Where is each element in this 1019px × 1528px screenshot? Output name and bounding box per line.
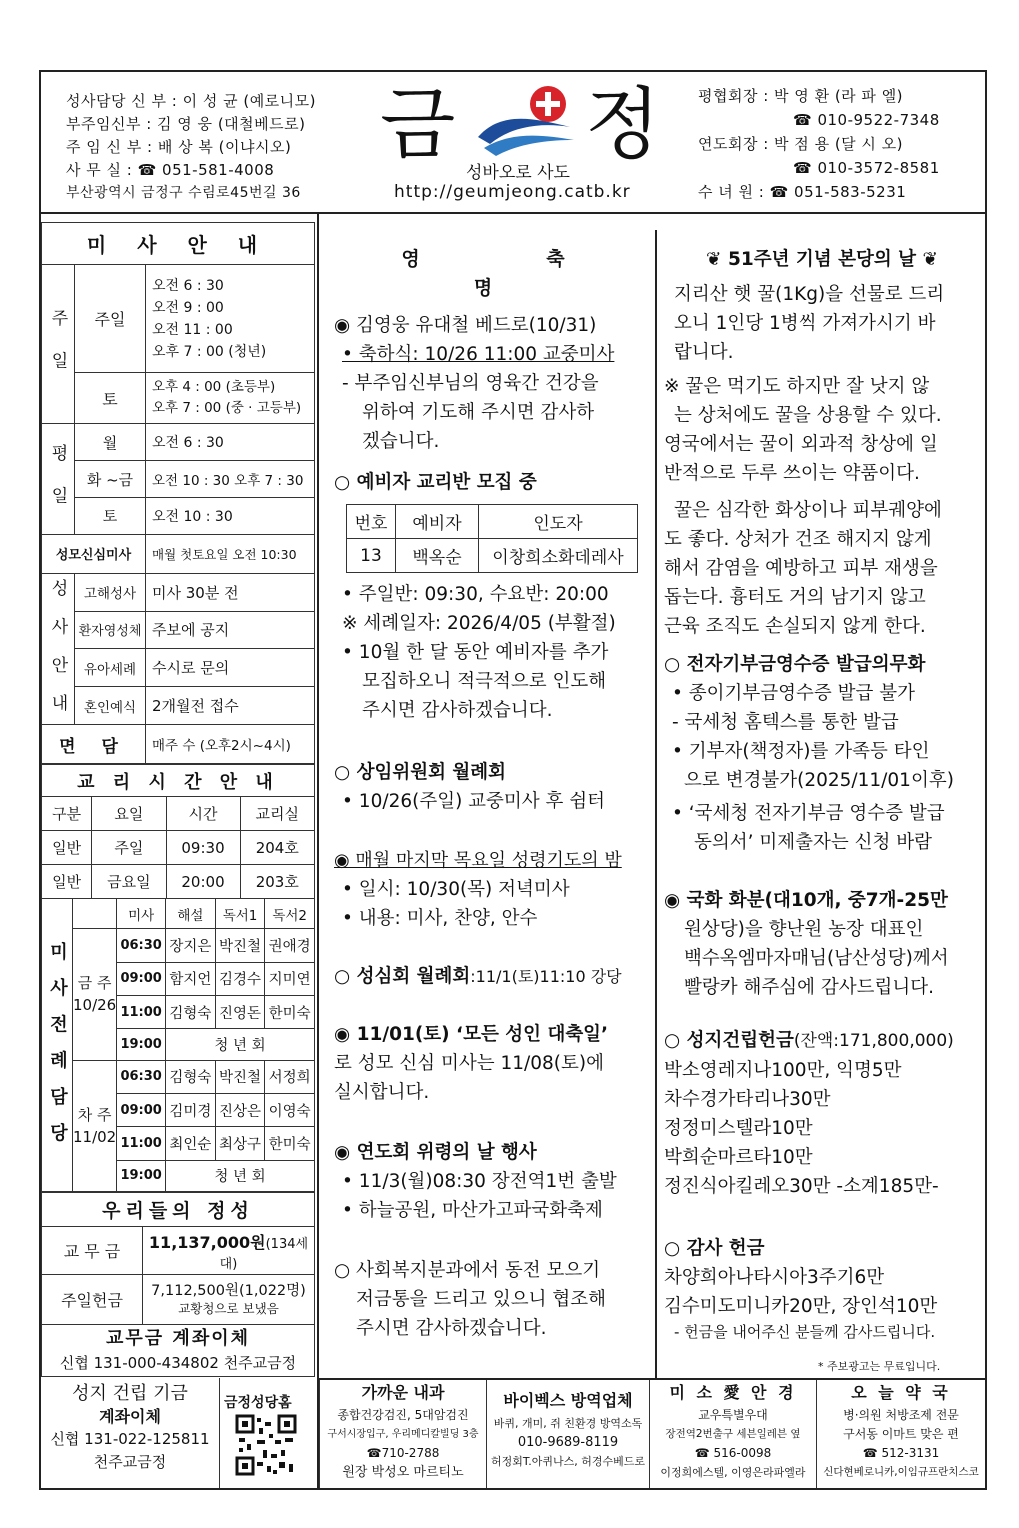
- qr-label: 금정성당홈: [224, 1395, 292, 1411]
- catechumen-section: [334, 468, 652, 497]
- roster-cell: 김경수: [215, 962, 265, 995]
- parish-url[interactable]: http://geumjeong.catb.kr: [394, 182, 631, 202]
- roster-cell: 19:00: [117, 1160, 166, 1191]
- sacrament-info: 2개월전 접수: [146, 687, 315, 725]
- mass-time: 오전 6 : 30: [152, 277, 224, 294]
- account-box: [42, 1325, 315, 1377]
- column-divider: [655, 230, 657, 1380]
- catechumen-lines: [342, 580, 654, 725]
- honey-line: 는 상처에도 꿀을 상용할 수 있다.: [674, 405, 942, 426]
- catechism-cell: 일반: [42, 831, 92, 865]
- mass-schedule-table: [41, 222, 315, 764]
- ad-clinic: [319, 1380, 486, 1488]
- roster-cell: 김형숙: [166, 995, 216, 1028]
- mass-time: 오후 7 : 00 (청년): [152, 343, 267, 360]
- receipt-line: - 국세청 홈텍스를 통한 발급: [672, 712, 899, 733]
- ad-line: 허정회T.아퀴나스, 허경수베드로: [490, 1455, 646, 1468]
- ad-line: ☎ 516-0098: [694, 1446, 772, 1460]
- cat-col-header: 번호: [347, 505, 396, 539]
- catechumen-table: [346, 504, 638, 573]
- offering-table: [41, 1192, 315, 1377]
- catechism-cell: 09:30: [166, 831, 240, 865]
- roster-cell: 최인순: [166, 1127, 216, 1160]
- header-left-info: [66, 90, 316, 205]
- welfare-line: ○ 사회복지분과에서 동전 모으기: [334, 1260, 601, 1281]
- ad-line: ☎ 512-3131: [862, 1446, 940, 1460]
- feast-title: 영 축 명: [401, 248, 625, 299]
- ad-line: 종합건강검진, 5대암검진: [337, 1408, 469, 1422]
- spirit-section: [334, 846, 652, 933]
- catechism-table: [41, 764, 315, 899]
- feast-line: • 축하식: 10/26 11:00 교중미사: [342, 344, 615, 365]
- council-title: ○ 상임위원회 월례회: [334, 762, 506, 783]
- receipt-line: 동의서’ 미제출자는 신청 바람: [694, 832, 932, 853]
- roster-cell: 지미연: [265, 962, 315, 995]
- celebrate-badge-icon: ❦: [916, 249, 938, 270]
- ad-note: * 주보광고는 무료입니다.: [818, 1360, 941, 1373]
- mass-time: 오후 7 : 00 (중 · 고등부): [152, 400, 302, 417]
- roster-cell: 장지은: [166, 929, 216, 962]
- ad-line: 교우특별우대: [698, 1408, 768, 1422]
- catechism-col-header: 구분: [42, 797, 92, 831]
- feast-line: 위하여 기도해 주시면 감사하: [362, 402, 595, 423]
- building-fund-box: [41, 1378, 220, 1488]
- weekday-time: 오전 10 : 30 오후 7 : 30: [146, 461, 315, 498]
- roster-cell: 청 년 회: [166, 1160, 315, 1191]
- offering-label: 주일헌금: [42, 1275, 143, 1325]
- heart-mass-time: 매월 첫토요일 오전 10:30: [146, 534, 315, 573]
- cat-cell: 13: [347, 539, 396, 573]
- welfare-section: [334, 1256, 652, 1343]
- receipt-line: • 종이기부금영수증 발급 불가: [672, 683, 916, 704]
- roster-cell: 06:30: [117, 929, 166, 962]
- roster-cell: 한미숙: [265, 1127, 315, 1160]
- ad-line: 신다현베로니카,이임규프란치스코: [823, 1466, 979, 1478]
- ad-pharmacy: [816, 1380, 985, 1488]
- receipt-title: ○ 전자기부금영수증 발급의무화: [664, 654, 926, 675]
- catechism-cell: 203호: [240, 865, 315, 899]
- saints-line: 실시합니다.: [334, 1082, 430, 1103]
- header-line: 성사담당 신 부 : 이 성 균 (예로니모): [66, 92, 317, 110]
- sunday-label: 주일: [75, 264, 146, 372]
- offering-label: 교 무 금: [42, 1227, 143, 1275]
- offering-sub: 교황청으로 보냈음: [178, 1300, 279, 1316]
- roster-cell: 진영돈: [215, 995, 265, 1028]
- catechism-col-header: 요일: [92, 797, 166, 831]
- catechism-cell: 금요일: [92, 865, 166, 899]
- roster-cell: 서정희: [265, 1060, 315, 1093]
- ad-line: 구서동 이마트 맞은 편: [843, 1427, 959, 1441]
- catechism-cell: 일반: [42, 865, 92, 899]
- header-line: 사 무 실 : ☎ 051-581-4008: [66, 161, 275, 179]
- memorial-title: ◉ 연도회 위령의 날 행사: [334, 1142, 537, 1163]
- cat-col-header: 예비자: [396, 505, 479, 539]
- roster-cell: 최상구: [215, 1127, 265, 1160]
- ad-line: 구서시장입구, 우리메디칼빌딩 3층: [327, 1429, 479, 1440]
- catechumen-line: • 10월 한 달 동안 예비자를 추가: [342, 642, 609, 663]
- welfare-line: 주시면 감사하겠습니다.: [356, 1318, 547, 1339]
- memorial-line: • 11/3(월)08:30 장전역1번 출발: [342, 1171, 617, 1192]
- roster-head: 미 사 전 례 담 당: [42, 899, 73, 1192]
- header-line: 부주임신부 : 김 영 웅 (대철베드로): [66, 115, 306, 133]
- saturday-times: [146, 373, 315, 424]
- council-line: • 10/26(주일) 교중미사 후 쉼터: [342, 791, 606, 812]
- anniversary-line: 오니 1인당 1병씩 가져가시기 바: [674, 313, 936, 334]
- feast-line: - 부주임신부님의 영육간 건강을: [342, 373, 599, 394]
- roster-cell: 청 년 회: [166, 1029, 315, 1060]
- roster-cell: 함지언: [166, 962, 216, 995]
- mass-time: 오전 9 : 00: [152, 299, 224, 316]
- header-line: 연도회장 : 박 점 용 (달 시 오): [698, 135, 904, 153]
- header-line: 평협회장 : 박 영 환 (라 파 엘): [698, 87, 904, 105]
- welfare-line: 저금통을 드리고 있으니 협조해: [356, 1289, 606, 1310]
- roster-cell: 김형숙: [166, 1060, 216, 1093]
- ad-pest-control: [486, 1380, 649, 1488]
- ad-title: 가까운 내과: [361, 1383, 445, 1402]
- building-donor: 정진식아킬레오30만 -소계185만-: [664, 1176, 939, 1197]
- sunday-times: [146, 264, 315, 372]
- roster-corner: [73, 899, 117, 929]
- cat-cell: 백옥순: [396, 539, 479, 573]
- weekday-day: 화 ~금: [75, 461, 146, 498]
- roster-cell: 한미숙: [265, 995, 315, 1028]
- saints-title: ◉ 11/01(토) ‘모든 성인 대축일’: [334, 1024, 609, 1045]
- sacrament-head: 성 사 안 내: [42, 573, 75, 724]
- saturday-label: 토: [75, 373, 146, 424]
- roster-cell: 박진철: [215, 929, 265, 962]
- ad-title: 미 소 愛 안 경: [669, 1383, 797, 1402]
- receipt-line: • ‘국세청 전자기부금 영수증 발급: [672, 803, 945, 824]
- building-donor: 차수경가타리나30만: [664, 1089, 831, 1110]
- receipt-section: [664, 650, 980, 857]
- spirit-line: • 내용: 미사, 찬양, 안수: [342, 908, 538, 929]
- roster-cell: 19:00: [117, 1029, 166, 1060]
- header-line: ☎ 010-3572-8581: [793, 159, 940, 177]
- flower-section: [664, 886, 980, 1002]
- weekday-time: 오전 10 : 30: [146, 498, 315, 535]
- feast-lines: [334, 340, 652, 456]
- header-divider: [39, 212, 987, 214]
- column-divider: [317, 212, 319, 1490]
- roster-week-label: 금 주 10/26: [73, 929, 117, 1060]
- roster-week-label: 차 주 11/02: [73, 1060, 117, 1191]
- sunday-head: 주 일: [42, 264, 75, 424]
- ad-line: 원장 박성오 마르티노: [342, 1465, 464, 1480]
- roster-col-header: 독서1: [215, 899, 265, 929]
- thanks-line: - 헌금을 내어주신 분들께 감사드립니다.: [674, 1323, 936, 1341]
- roster-cell: 09:00: [117, 1093, 166, 1126]
- ad-title: 오 늘 약 국: [851, 1383, 951, 1402]
- sacrament-name: 고해성사: [75, 573, 146, 611]
- account-number: 신협 131-000-434802 천주교금정: [59, 1353, 297, 1372]
- roster-col-header: 미사: [117, 899, 166, 929]
- roster-cell: 09:00: [117, 962, 166, 995]
- heart-title: ○ 성심회 월례회: [334, 966, 471, 987]
- catechumen-title: ○ 예비자 교리반 모집 중: [334, 472, 537, 493]
- catechism-cell: 주일: [92, 831, 166, 865]
- offering-value: [143, 1275, 315, 1325]
- building-donor: 박소영레지나100만, 익명5만: [664, 1060, 902, 1081]
- spirit-title: ◉ 매월 마지막 목요일 성령기도의 밤: [334, 850, 622, 871]
- feast-section: [334, 245, 652, 456]
- honey-note: [664, 372, 980, 641]
- heart-detail: :11/1(토)11:10 강당: [470, 967, 622, 986]
- offering-amount: 11,137,000원: [148, 1232, 266, 1252]
- anniversary-line: 랍니다.: [674, 342, 734, 363]
- mass-time: 오전 11 : 00: [152, 321, 233, 338]
- parish-subtitle: 성바오로 사도: [466, 163, 570, 183]
- building-donor: 박희순마르타10만: [664, 1147, 813, 1168]
- header-line: 주 임 신 부 : 배 상 복 (이냐시오): [66, 138, 292, 156]
- weekday-day: 월: [75, 424, 146, 461]
- catechumen-line: ※ 세례일자: 2026/4/05 (부활절): [342, 613, 616, 634]
- interview-info: 매주 수 (오후2시~4시): [146, 725, 315, 764]
- building-balance: (잔액:171,800,000): [793, 1031, 954, 1051]
- offering-sub: (134세대): [219, 1236, 309, 1272]
- flower-line: 빨랑카 해주심에 감사드립니다.: [684, 977, 934, 998]
- ad-line: 010-9689-8119: [517, 1435, 619, 1450]
- honey-line: 근육 조직도 손실되지 않게 한다.: [664, 616, 926, 637]
- sacrament-name: 혼인예식: [75, 687, 146, 725]
- anniversary-section: [664, 245, 980, 367]
- honey-line: 반적으로 두루 쓰이는 약품이다.: [664, 463, 920, 484]
- ad-line: 장전역2번출구 세븐일레븐 옆: [665, 1428, 801, 1440]
- ad-line: 바퀴, 개미, 쥐 친환경 방역소독: [493, 1417, 643, 1430]
- cat-col-header: 인도자: [479, 505, 638, 539]
- catechumen-line: • 주일반: 09:30, 수요반: 20:00: [342, 584, 609, 605]
- anniversary-line: 지리산 햇 꿀(1Kg)을 선물로 드리: [674, 284, 945, 305]
- spirit-line: • 일시: 10/30(목) 저녁미사: [342, 879, 570, 900]
- fund-account: 신협 131-022-125811: [50, 1430, 210, 1448]
- memorial-section: [334, 1138, 652, 1225]
- account-title: 교무금 계좌이체: [106, 1327, 250, 1349]
- sacrament-name: 유아세례: [75, 649, 146, 687]
- roster-col-header: 독서2: [265, 899, 315, 929]
- building-offering-section: [664, 1026, 980, 1201]
- header-right-info: [698, 84, 940, 204]
- blessing-badge-icon: ❦: [706, 249, 728, 270]
- offering-value: [143, 1227, 315, 1275]
- sacrament-info: 수시로 문의: [146, 649, 315, 687]
- roster-cell: 권애경: [265, 929, 315, 962]
- weekday-time: 오전 6 : 30: [146, 424, 315, 461]
- mass-time: 오후 4 : 00 (초등부): [152, 379, 276, 396]
- anniversary-lines: [664, 280, 980, 367]
- feast-name: ◉ 김영웅 유대철 베드로(10/31): [334, 315, 597, 336]
- roster-cell: 이영숙: [265, 1093, 315, 1126]
- flower-line: 백수옥엠마자매님(남산성당)께서: [684, 948, 949, 969]
- flower-line: 원상당)을 향난원 농장 대표인: [684, 919, 924, 940]
- roster-cell: 06:30: [117, 1060, 166, 1093]
- catechism-cell: 20:00: [166, 865, 240, 899]
- ad-optician: [649, 1380, 816, 1488]
- fund-holder: 천주교금정: [93, 1453, 167, 1471]
- heart-section: [334, 962, 652, 991]
- catechism-cell: 204호: [240, 831, 315, 865]
- roster-cell: 김미경: [166, 1093, 216, 1126]
- honey-line: 해서 감염을 예방하고 피부 재생을: [664, 558, 938, 579]
- header-line: ☎ 010-9522-7348: [793, 111, 940, 129]
- honey-line: 도 좋다. 상처가 건조 해지지 않게: [664, 529, 932, 550]
- qr-code-icon[interactable]: [235, 1414, 297, 1476]
- ad-line: 병·의원 처방조제 전문: [843, 1408, 959, 1422]
- interview-label: 면 담: [42, 725, 146, 764]
- honey-line: ※ 꿀은 먹기도 하지만 잘 낫지 않: [664, 376, 930, 397]
- catechumen-line: 주시면 감사하겠습니다.: [362, 700, 553, 721]
- receipt-line: • 기부자(책정자)를 가족등 타인: [672, 741, 930, 762]
- fund-title: 성지 건립 기금: [72, 1383, 188, 1404]
- ad-title: 바이벡스 방역업체: [503, 1391, 633, 1410]
- title-char-jeong: 정: [585, 80, 661, 170]
- catechism-col-header: 교리실: [240, 797, 315, 831]
- thanks-title: ○ 감사 헌금: [664, 1238, 765, 1259]
- sacrament-info: 미사 30분 전: [146, 573, 315, 611]
- sacrament-info: 주보에 공지: [146, 611, 315, 649]
- ad-line: 이정희에스텔, 이영은라파엘라: [660, 1466, 806, 1479]
- saints-section: [334, 1020, 652, 1107]
- honey-line: 영국에서는 꿀이 외과적 창상에 일: [664, 434, 938, 455]
- heart-mass-label: 성모신심미사: [42, 534, 146, 573]
- header-line: 부산광역시 금정구 수림로45번길 36: [66, 185, 301, 201]
- memorial-line: • 하늘공원, 마산가고파국화축제: [342, 1200, 603, 1221]
- header-line: 수 녀 원 : ☎ 051-583-5231: [698, 183, 907, 201]
- council-section: [334, 758, 652, 816]
- anniversary-header: [664, 245, 980, 274]
- weekday-day: 토: [75, 498, 146, 535]
- cat-cell: 이창희소화데레사: [479, 539, 638, 573]
- catechumen-line: 모집하오니 적극적으로 인도해: [362, 671, 607, 692]
- weekday-head: 평 일: [42, 424, 75, 534]
- catechism-col-header: 시간: [166, 797, 240, 831]
- thanks-section: [664, 1234, 980, 1343]
- roster-cell: 박진철: [215, 1060, 265, 1093]
- roster-cell: 11:00: [117, 1127, 166, 1160]
- roster-cell: 진상은: [215, 1093, 265, 1126]
- thanks-line: 김수미도미니카20만, 장인석10만: [664, 1296, 938, 1317]
- honey-line: 꿀은 심각한 화상이나 피부궤양에: [674, 500, 942, 521]
- roster-col-header: 해설: [166, 899, 216, 929]
- roster-cell: 11:00: [117, 995, 166, 1028]
- sacrament-name: 환자영성체: [75, 611, 146, 649]
- catechism-title: 교 리 시 간 안 내: [42, 765, 315, 797]
- offering-title: 우리들의 정성: [42, 1193, 315, 1227]
- thanks-line: 차양희아나타시아3주기6만: [664, 1267, 885, 1288]
- honey-line: 돕는다. 흉터도 거의 남기지 않고: [664, 587, 926, 608]
- flower-line: ◉ 국화 화분(대10개, 중7개-25만: [664, 890, 948, 911]
- anniversary-title: 51주년 기념 본당의 날: [727, 249, 917, 270]
- building-offering-title: ○ 성지건립헌금: [664, 1030, 794, 1051]
- liturgy-roster-table: [41, 898, 315, 1192]
- feast-line: 겠습니다.: [362, 431, 440, 452]
- receipt-line: 으로 변경불가(2025/11/01이후): [684, 770, 954, 791]
- parish-logo-icon: [470, 82, 580, 162]
- fund-sub: 계좌이체: [99, 1407, 161, 1426]
- saints-line: 로 성모 신심 미사는 11/08(토)에: [334, 1053, 604, 1074]
- title-char-geum: 금: [380, 80, 456, 170]
- offering-amount: 7,112,500원(1,022명): [151, 1282, 306, 1299]
- building-donor: 정정미스텔라10만: [664, 1118, 813, 1139]
- ad-line: ☎710-2788: [366, 1446, 440, 1460]
- mass-title: 미 사 안 내: [42, 223, 315, 265]
